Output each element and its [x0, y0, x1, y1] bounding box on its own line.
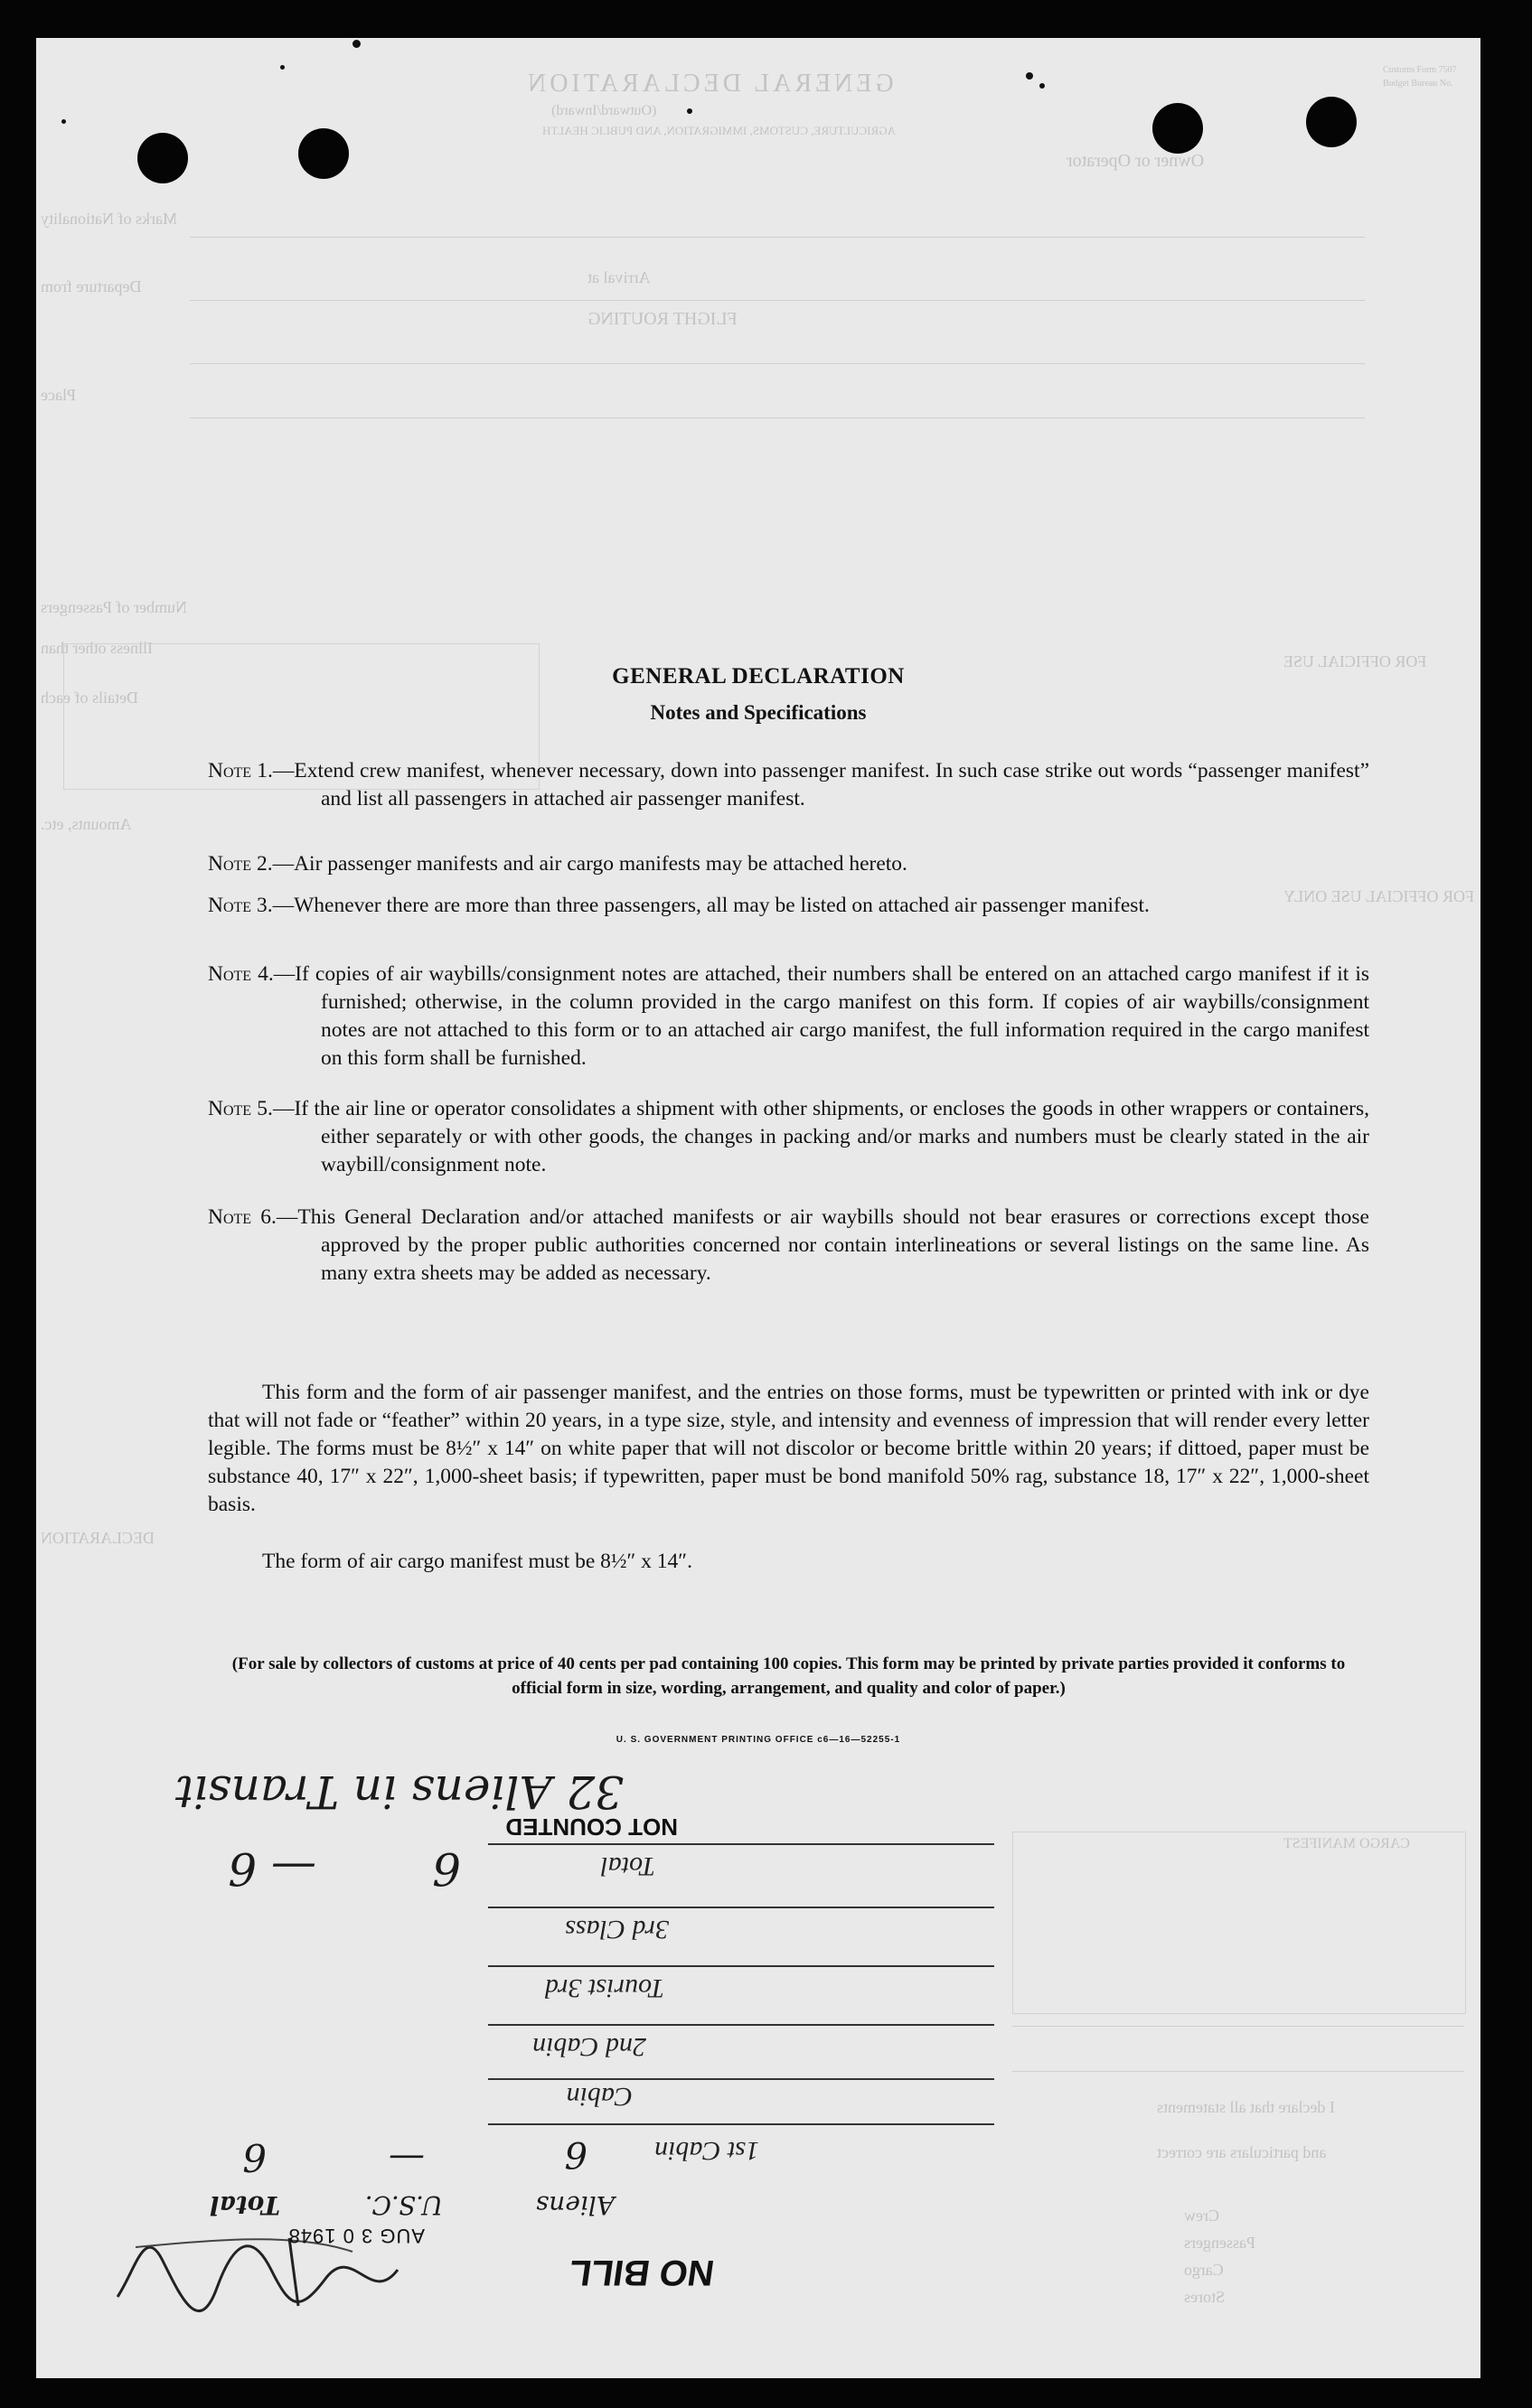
date-stamp: AUG 3 0 1948 — [287, 2225, 425, 2247]
first-cabin-usc: — — [389, 2138, 425, 2179]
first-cabin-total: 6 — [242, 2135, 267, 2179]
no-bill-stamp: NO BILL — [566, 2253, 718, 2292]
note-text: Extend crew manifest, whenever necessary, down into passenger manifest. In such case strike out words “passenger manifest” and list all passengers in attached air passenger manifest. — [294, 759, 1369, 810]
label-cabin: Cabin — [566, 2082, 633, 2112]
col-usc: U.S.C. — [364, 2190, 443, 2220]
note-label: Note 4. — [208, 962, 274, 986]
punch-hole — [1152, 103, 1203, 154]
page-subtitle: Notes and Specifications — [650, 701, 867, 724]
total-dash-value: — 6 — [228, 1842, 316, 1895]
note-text: If copies of air waybills/consignment notes are attached, their numbers shall be entered on an attached cargo manifest if it is furnished; otherwise, in the column provided in the cargo manifest on this form. If copies of air waybills/consignment notes are not attached to this form or to an attached air cargo manifest, the full information required in the cargo manifest on this form shall be furnished. — [295, 962, 1369, 1070]
not-counted-stamp: NOT COUNTED — [505, 1813, 678, 1841]
punch-hole — [1306, 97, 1357, 147]
note-label: Note 6. — [208, 1205, 277, 1229]
label-2nd-cabin: 2nd Cabin — [532, 2032, 646, 2062]
note-label: Note 2. — [208, 852, 273, 876]
rule-line — [488, 2123, 994, 2125]
rule-line — [488, 1965, 994, 1967]
printing-office-line: U. S. GOVERNMENT PRINTING OFFICE c6—16—52255-1 — [616, 1735, 901, 1745]
note-label: Note 3. — [208, 894, 273, 917]
punch-hole — [298, 128, 349, 179]
total-aliens: 6 — [432, 1842, 461, 1895]
rule-line — [488, 2078, 994, 2080]
label-3rd-class: 3rd Class — [565, 1915, 669, 1944]
first-cabin-aliens: 6 — [564, 2133, 587, 2175]
sale-notice: (For sale by collectors of customs at price of 40 cents per pad containing 100 copies. This form may be printed by private parties provided it conforms to official form in size, wording, arrangement, and quality and color of paper.) — [231, 1654, 1346, 1698]
note-text: This General Declaration and/or attached manifests or air waybills should not bear erasures or corrections except those approved by the proper public authorities concerned nor contain interlineations or several listings on the same line. As many extra sheets may be added as necessary. — [297, 1205, 1369, 1285]
note-text: If the air line or operator consolidates a shipment with other shipments, or encloses the goods in other wrappers or containers, either separately or with other goods, the changes in packing and/or marks and numbers must be clearly stated in the air waybill/consignment note. — [294, 1097, 1369, 1176]
passenger-tally-annotation — [99, 1755, 1003, 2333]
note-2: Note 2.—Air passenger manifests and air cargo manifests may be attached hereto. — [208, 852, 907, 876]
label-1st-cabin: 1st Cabin — [654, 2136, 759, 2166]
handwritten-note: 32 Aliens in Transit — [174, 1766, 624, 1818]
note-text: Air passenger manifests and air cargo manifests may be attached hereto. — [294, 852, 907, 876]
note-6: Note 6.—This General Declaration and/or attached manifests or air waybills should not bear erasures or corrections except those approved by the proper public authorities concerned nor contain interlineations or several listings on the same line. As many extra sheets may be added as necessary. — [208, 1205, 1369, 1285]
rule-line — [488, 1907, 994, 1908]
note-label: Note 5. — [208, 1097, 273, 1120]
note-4: Note 4.—If copies of air waybills/consignment notes are attached, their numbers shall be entered on an attached cargo manifest if it is furnished; otherwise, in the column provided in the cargo manifest on this form. If copies of air waybills/consignment notes are not attached to this form or to an attached air cargo manifest, the full information required in the cargo manifest on this form shall be furnished. — [208, 962, 1369, 1070]
col-aliens: Aliens — [535, 2190, 615, 2220]
label-total: Total — [600, 1851, 655, 1881]
col-total: Total — [209, 2190, 280, 2220]
rule-line — [488, 2024, 994, 2026]
specification-paragraph: This form and the form of air passenger manifest, and the entries on those forms, must be typewritten or printed with ink or dye that will not fade or “feather” within 20 years, in a type size, style, and intensity and evenness of impression that will render every letter legible. The forms must be 8½″ x 14″ on white paper that will not discolor or become brittle within 20 years; if dittoed, paper must be substance 40, 17″ x 22″, 1,000-sheet basis; if typewritten, paper must be bond manifold 50% rag, substance 18, 17″ x 22″, 1,000-sheet basis. — [208, 1381, 1369, 1516]
page-title: GENERAL DECLARATION — [612, 664, 905, 689]
note-3: Note 3.—Whenever there are more than three passengers, all may be listed on attached air passenger manifest. — [208, 894, 1150, 917]
cargo-manifest-size: The form of air cargo manifest must be 8½″ x 14″. — [262, 1550, 692, 1573]
note-1: Note 1.—Extend crew manifest, whenever necessary, down into passenger manifest. In such case strike out words “passenger manifest” and list all passengers in attached air passenger manifest. — [208, 759, 1369, 810]
document-page: GENERAL DECLARATION (Outward/Inward) AGRICULTURE, CUSTOMS, IMMIGRATION, AND PUBLIC HEALTH Customs Form 7507 Budget Bureau No. Owner or Operator Marks of Nationality Departure from Arrival at FLIGHT ROUTING Place Number of Passengers Illness other than Details of each FOR OFFICIAL USE Amounts, etc. FOR OFFICIAL USE ONLY DECLARATION CARGO MANIFEST I declare that all statements and particulars are correct Crew Passengers Cargo Stores GENERAL DECLARATION Notes and Specifications Note 1.—Extend crew manifest, whenever necessary, down into passenger manifest. In such case strike out words “passenger manifest” and list all passengers in attached air passenger manifest. Note 2.—Air passenger manifests and air cargo manifests may be attached hereto. Note 3.—Whenever there are more than three passengers, all may be listed on attached air passenger manifest. Note 4.—If copies of air waybills/consignment notes are attached, their numbers shall be entered on an attached cargo manifest if it is furnished; otherwise, in the column provided in the cargo manifest on this form. If copies of air waybills/consignment notes are not attached to this form or to an attached air cargo manifest, the full information required in the cargo manifest on this form shall be furnished. Note 5.—If the air line or operator consolidates a shipment with other shipments, or encloses the goods in other wrappers or containers, either separately or with other goods, the changes in packing and/or marks and numbers must be clearly stated in the air waybill/consignment note. Note 6.—This General Declaration and/or attached manifests or air waybills should not bear erasures or corrections except those approved by the proper public authorities concerned nor contain interlineations or several listings on the same line. As many extra sheets may be added as necessary. This form and the form of air passenger manifest, and the entries on those forms, must be typewritten or printed with ink or dye that will not fade or “feather” within 20 years, in a type size, style, and intensity and evenness of impression that will render every letter legible. The forms must be 8½″ x 14″ on white paper that will not discolor or become brittle within 20 years; if dittoed, paper must be substance 40, 17″ x 22″, 1,000-sheet basis; if typewritten, paper must be bond manifold 50% rag, substance 18, 17″ x 22″, 1,000-sheet basis. The form of air cargo manifest must be 8½″ x 14″. (For sale by collectors of customs at price of 40 cents per pad containing 100 copies. This form may be printed by private parties provided it conforms to official form in size, wording, arrangement, and quality and color of paper.) U. S. GOVERNMENT PRINTING OFFICE c6—16—52255-1 NO BILL AUG 3 0 1948 Total U.S.C. Aliens 1st Cabin 6 — 6 Cabin 2nd Cabin Tourist 3rd 3rd Class Total 6 — 6 NOT COUNTED 32 Aliens in Transit — [36, 38, 1480, 2378]
rule-line — [488, 1843, 994, 1845]
note-text: Whenever there are more than three passengers, all may be listed on attached air passenger manifest. — [294, 894, 1150, 917]
note-5: Note 5.—If the air line or operator consolidates a shipment with other shipments, or encloses the goods in other wrappers or containers, either separately or with other goods, the changes in packing and/or marks and numbers must be clearly stated in the air waybill/consignment note. — [208, 1097, 1369, 1176]
punch-hole — [137, 133, 188, 183]
label-tourist-3rd: Tourist 3rd — [544, 1973, 664, 2003]
note-label: Note 1. — [208, 759, 273, 782]
